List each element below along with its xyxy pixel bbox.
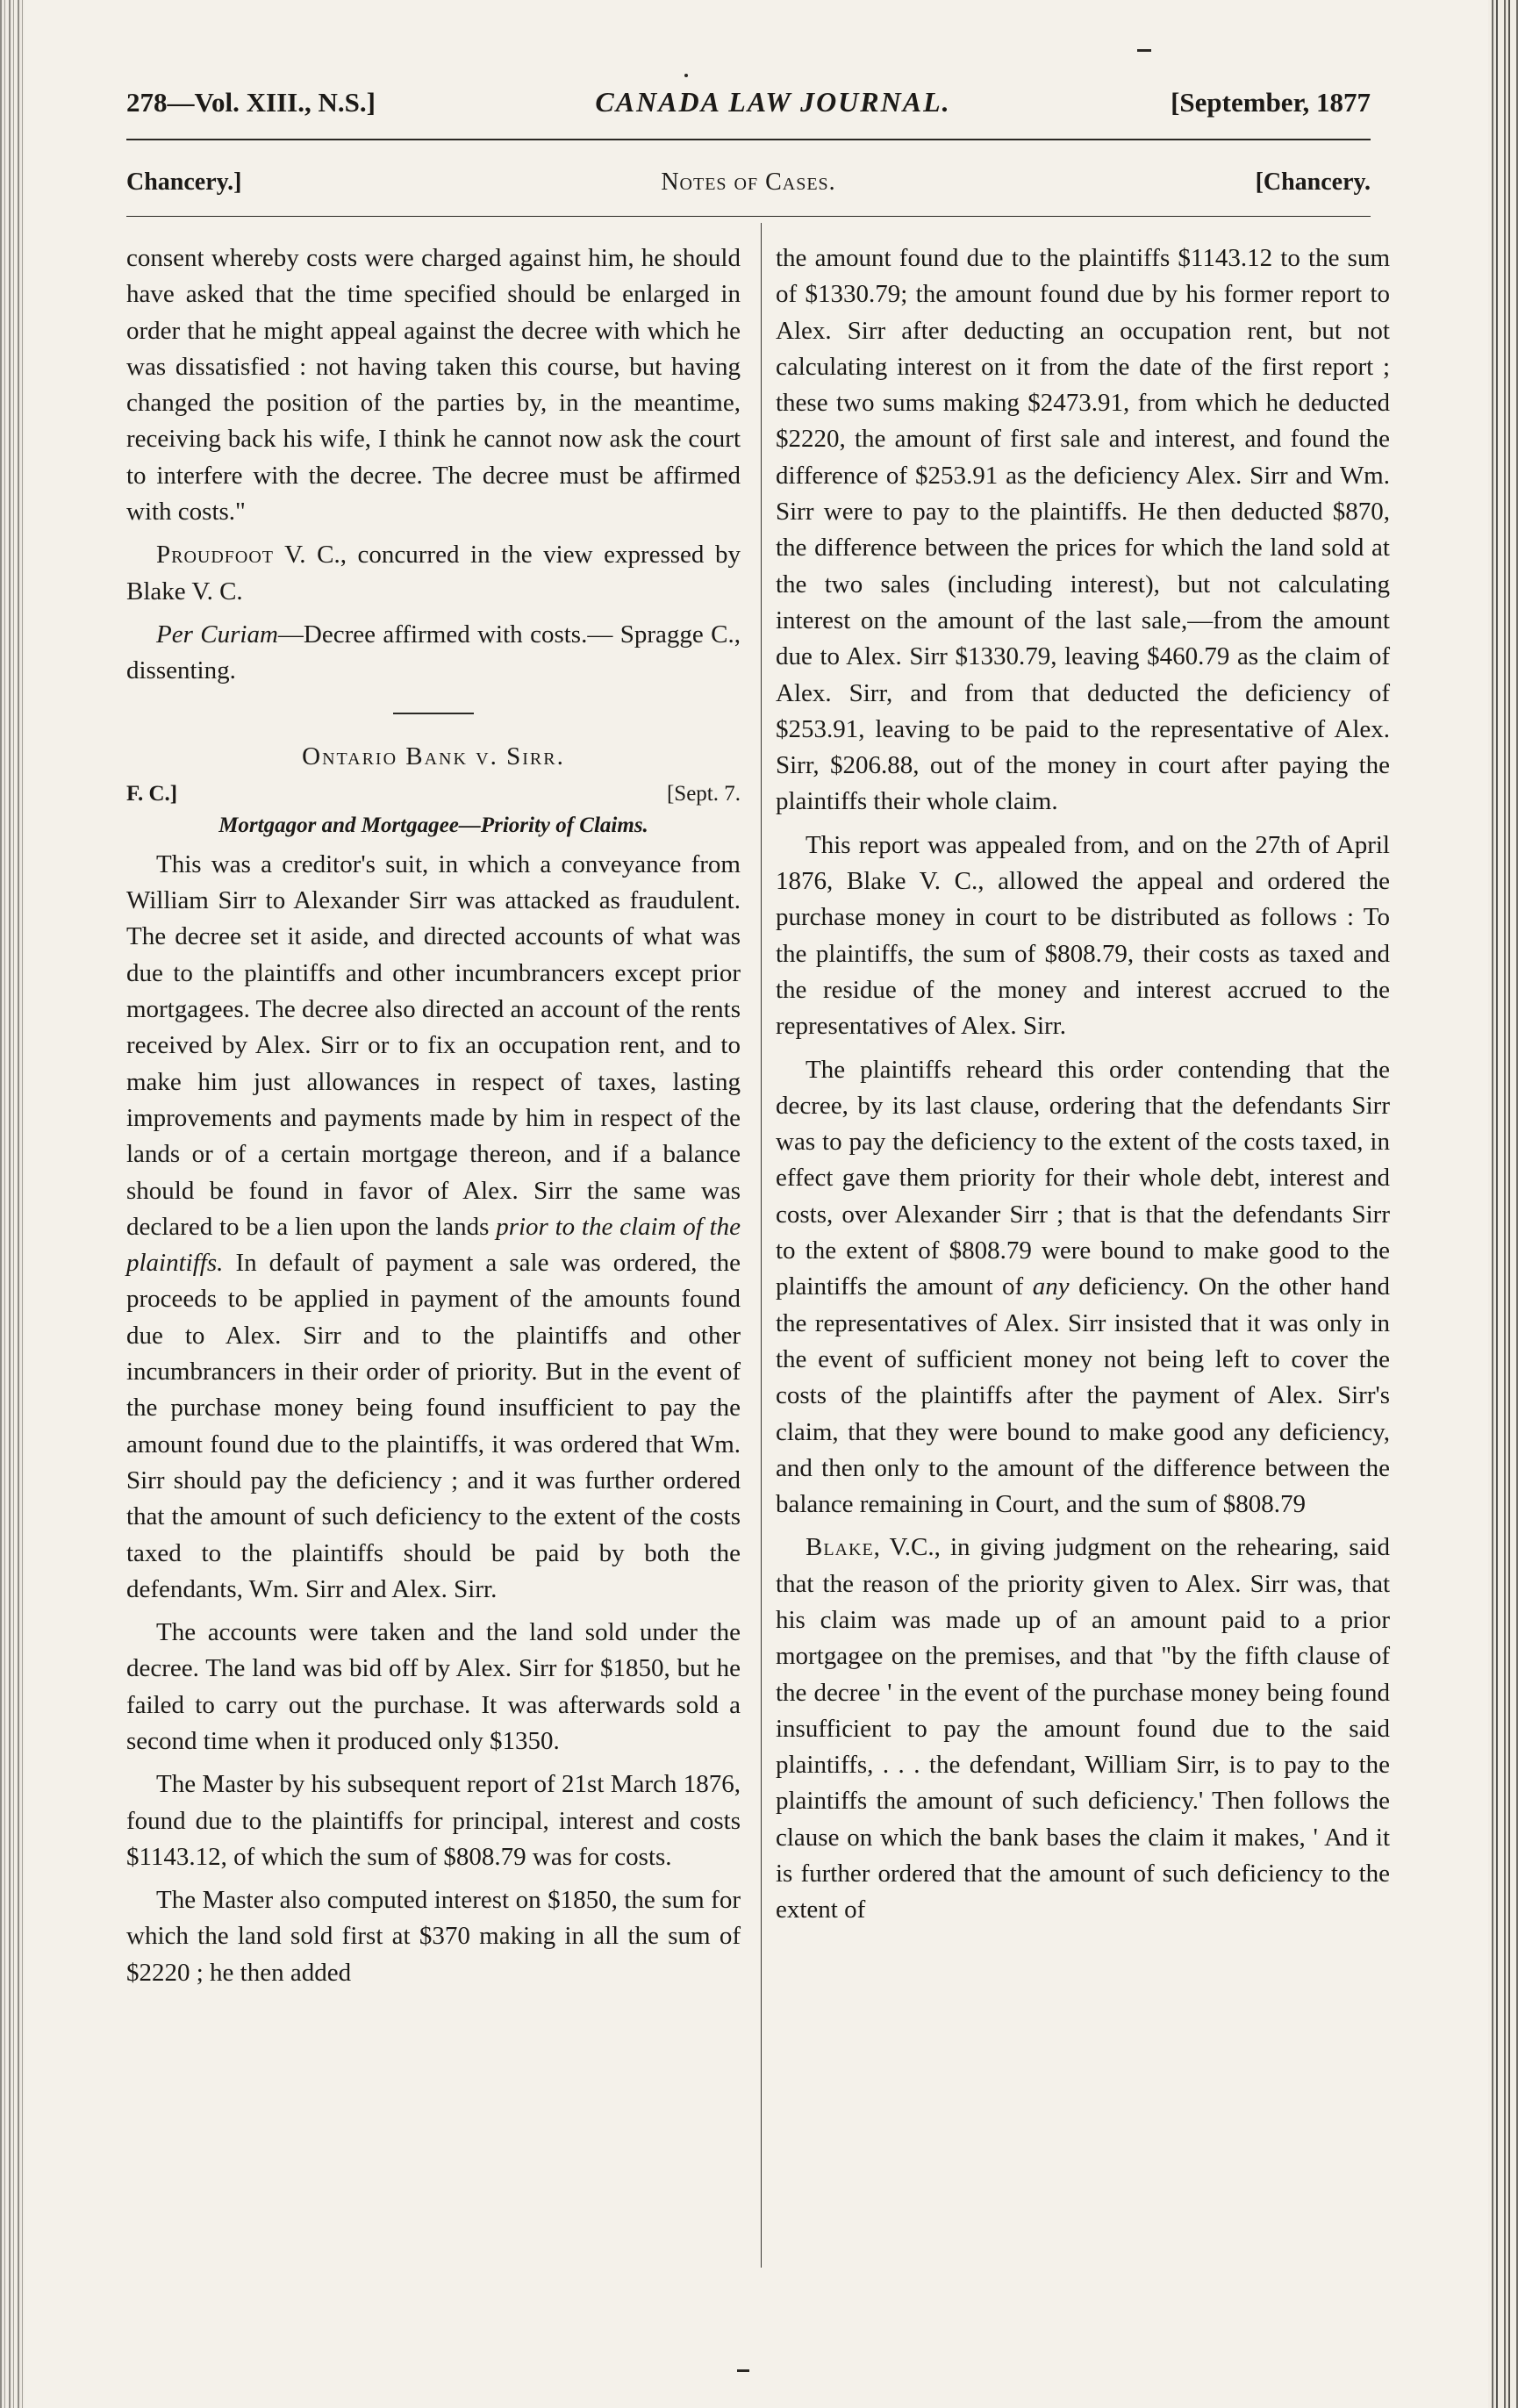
- section-right: [Chancery.: [1255, 168, 1371, 196]
- left-column: [126, 240, 741, 1991]
- paragraph: [776, 1052, 1390, 1523]
- paragraph-text: deficiency. On the other hand the representatives of Alex. Sirr insisted that it was only in the event of sufficient money not being left to cover the costs of the plaintiffs after the payment of Alex. Sirr's claim, that they were bound to make good any deficiency, and then only to the amount of the difference between the balance remaining in Court, and the sum of $808.79: [776, 1272, 1390, 1519]
- paragraph: consent whereby costs were charged against him, he should have asked that the time specified should be enlarged in order that he might appeal against the decree with which he was dissatisfied : not having taken this course, but having changed the position of the parties by, in the meantime, receiving back his wife, I think he cannot now ask the court to interfere with the decree. The decree must be affirmed with costs.": [126, 244, 741, 527]
- paragraph: The accounts were taken and the land sold under the decree. The land was bid off by Alex. Sirr for $1850, but he failed to carry out the purchase. It was afterwards sold a second time when it produced only $1350.: [126, 1618, 741, 1755]
- case-date: [Sept. 7.: [666, 781, 741, 806]
- column-divider: [761, 223, 762, 2268]
- right-column: [776, 240, 1390, 1929]
- paragraph: the amount found due to the plaintiffs $1143.12 to the sum of $1330.79; the amount found due by his former report to Alex. Sirr after deducting an occupation rent, but not calculating interest on it from the date of the first report ; these two sums making $2473.91, from which he deducted $2220, the amount of first sale and interest, and found the difference of $253.91 as the deficiency Alex. Sirr and Wm. Sirr were to pay to the plaintiffs. He then deducted $870, the difference between the prices for which the land sold at the two sales (including interest), but not calculating interest on the amount of the last sale,—from the amount due to Alex. Sirr $1330.79, leaving $460.79 as the claim of Alex. Sirr, and from that deducted the deficiency of $253.91, leaving to be paid to the representative of Alex. Sirr, $206.88, out of the money in court after paying the plaintiffs their whole claim.: [776, 244, 1390, 816]
- italic-word: any: [1032, 1272, 1070, 1301]
- issue-date: [September, 1877: [1171, 87, 1371, 118]
- scan-speck: [737, 2369, 749, 2372]
- scan-edge-right: [1488, 0, 1518, 2408]
- judge-name: Proudfoot: [156, 541, 275, 570]
- section-title: Notes of Cases.: [661, 168, 836, 196]
- court-line: [126, 778, 741, 810]
- paragraph: The Master also computed interest on $1850, the sum for which the land sold first at $370 making in all the sum of $2220 ; he then added: [126, 1886, 741, 1987]
- paragraph-text: V. C., concurred in the view expressed by Blake V. C.: [126, 541, 741, 606]
- paragraph: [776, 1530, 1390, 1928]
- case-title: Ontario Bank v. Sirr.: [302, 742, 565, 770]
- paragraph-text: In default of payment a sale was ordered, the proceeds to be applied in payment of the amounts found due to Alex. Sirr and to the plaintiffs and other incumbrancers in their order of priority. But in the event of the purchase money being found insufficient to pay the amount found due to the plaintiffs, it was ordered that Wm. Sirr should pay the deficiency ; and it was further ordered that the amount of such deficiency to the extent of the costs taxed to the plaintiffs should be paid by both the defendants, Wm. Sirr and Alex. Sirr.: [126, 1249, 741, 1603]
- case-subject: Mortgagor and Mortgagee—Priority of Claims.: [218, 813, 648, 837]
- paragraph-text: —Decree affirmed with costs.— Spragge C., dissenting.: [126, 620, 741, 685]
- paragraph: [126, 537, 741, 610]
- case-separator: [393, 713, 474, 714]
- paragraph: The Master by his subsequent report of 21st March 1876, found due to the plaintiffs for principal, interest and costs $1143.12, of which the sum of $808.79 was for costs.: [126, 1770, 741, 1871]
- scan-speck: [684, 74, 688, 77]
- journal-title: CANADA LAW JOURNAL.: [595, 86, 951, 118]
- per-curiam: Per Curiam: [156, 620, 278, 649]
- judge-name: Blake: [806, 1533, 874, 1562]
- paragraph-text: The plaintiffs reheard this order contending that the decree, by its last clause, ordering that the defendants Sirr was to pay the deficiency to the extent of the costs taxed, in effect gave them priority for their whole debt, interest and costs, over Alexander Sirr ; that is that the defendants Sirr to the extent of $808.79 were bound to make good to the plaintiffs the amount of: [776, 1055, 1390, 1301]
- paragraph: This report was appealed from, and on the 27th of April 1876, Blake V. C., allowed the appeal and ordered the purchase money in court to be distributed as follows : To the plaintiffs, the sum of $808.79, their costs as taxed and the residue of the money and interest accrued to the representatives of Alex. Sirr.: [776, 830, 1390, 1041]
- paragraph: [126, 617, 741, 690]
- paragraph: [126, 847, 741, 1608]
- italic-phrase: prior to the claim of the plaintiffs.: [126, 1212, 741, 1278]
- paragraph-text: , V.C., in giving judgment on the rehearing, said that the reason of the priority given to Alex. Sirr was, that his claim was made up of an amount paid to a prior mortgagee on the premises, and that "by the fifth clause of the decree ' in the event of the purchase money being found insufficient to pay the amount found due to the said plaintiffs, . . . the defendant, William Sirr, is to pay to the plaintiffs the amount of such deficiency.' Then follows the clause on which the bank bases the claim it makes, ' And it is further ordered that the amount of such deficiency to the extent of: [776, 1533, 1390, 1924]
- page-volume: 278—Vol. XIII., N.S.]: [126, 87, 376, 118]
- running-head: [126, 86, 1371, 130]
- section-head: [126, 168, 1371, 204]
- scan-edge-left: [0, 0, 25, 2408]
- paragraph-text: This was a creditor's suit, in which a conveyance from William Sirr to Alexander Sirr was attacked as fraudulent. The decree set it aside, and directed accounts of what was due to the plaintiffs and other incumbrancers except prior mortgagees. The decree also directed an account of the rents received by Alex. Sirr or to fix an occupation rent, and to make him just allowances in respect of taxes, lasting improvements and payments made by him in respect of the lands or of a certain mortgage thereon, and if a balance should be found in favor of Alex. Sirr the same was declared to be a lien upon the lands: [126, 849, 741, 1241]
- court: F. C.]: [126, 781, 178, 806]
- section-rule: [126, 216, 1371, 217]
- scan-speck: [1137, 49, 1151, 52]
- section-left: Chancery.]: [126, 168, 242, 196]
- header-rule: [126, 139, 1371, 140]
